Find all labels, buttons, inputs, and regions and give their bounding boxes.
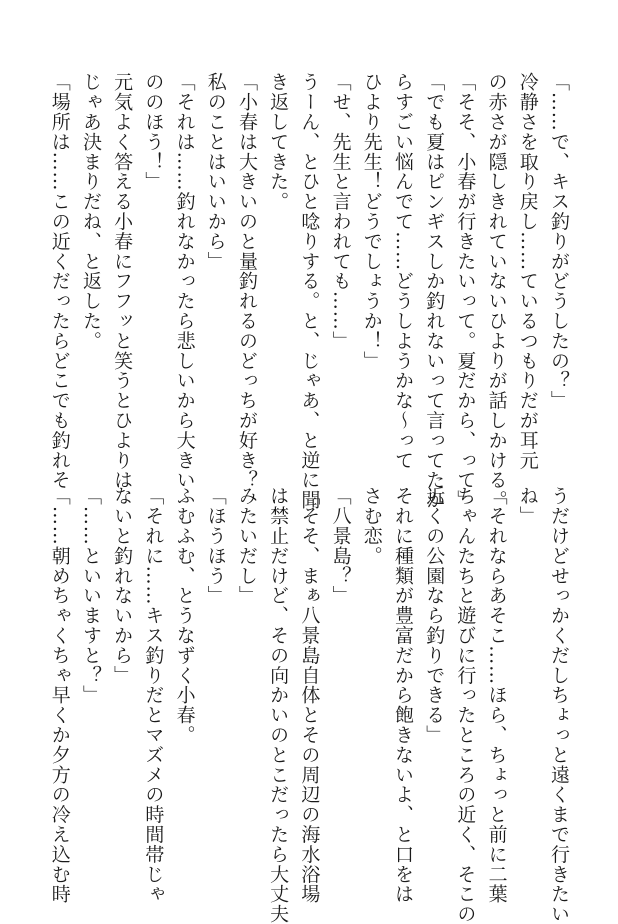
text-line: 「そそ、まぁ八景島自体とその周辺の海水浴場 [298, 486, 321, 904]
text-line: 冷静さを取り戻し……ているつもりだが耳元 [516, 72, 539, 470]
text-line: 「そそ、小春が行きたいって。夏だから、って」 [454, 72, 477, 510]
text-line: 「……朝めちゃくちゃ早くか夕方の冷え込む時 [48, 486, 71, 904]
text-line: 元気よく答える小春にフフッと笑うとひよりは [111, 72, 134, 490]
text-line: ひより先生！どうでしょうか！」 [360, 72, 383, 371]
upper-text-block [44, 72, 574, 510]
text-line: それに種類が豊富だから飽きないよ、と口をは [391, 486, 414, 904]
text-line: 「でも夏はピンギスしか釣れないって言ってたか [423, 72, 446, 510]
text-line: の赤さが隠しきれていないひよりが話しかける。 [485, 72, 508, 510]
text-line: うーん、とひと唸りする。と、じゃあ、と逆に聞 [298, 72, 321, 510]
text-line: ないと釣れないから」 [111, 486, 134, 685]
text-line: ふむふむ、とうなずく小春。 [173, 486, 196, 745]
text-line: 「小春は大きいのと量釣れるのどっちが好き？ [235, 72, 258, 490]
text-line: 「……で、キス釣りがどうしたの？」 [548, 72, 570, 411]
text-line: は禁止だけど、その向かいのとこだったら大丈夫 [267, 486, 290, 924]
text-line: 「……といいますと？」 [79, 486, 102, 705]
text-line: 近くの公園なら釣りできる」 [423, 486, 446, 745]
lower-text-block [44, 486, 574, 924]
text-line: 「場所は……この近くだったらどこでも釣れそ [48, 72, 71, 490]
text-line: 「せ、先生と言われても……」 [329, 72, 352, 351]
text-line: ちゃんたちと遊びに行ったところの近く、そこの [454, 486, 477, 924]
text-line: ね」 [516, 486, 539, 526]
text-line: 「それは……釣れなかったら悲しいから大きい [173, 72, 196, 490]
text-line: みたいだし」 [235, 486, 258, 606]
text-line: ののほう！」 [142, 72, 165, 192]
text-line: さむ恋。 [360, 486, 383, 566]
text-line: 私のことはいいから」 [204, 72, 227, 271]
text-line: 「八景島？」 [329, 486, 352, 606]
text-line: 「それならあそこ……ほら、ちょっと前に二葉 [485, 486, 508, 904]
text-line: じゃあ決まりだね、と返した。 [79, 72, 102, 351]
text-line: 「それに……キス釣りだとマズメの時間帯じゃ [142, 486, 165, 904]
text-line: うだけどせっかくだしちょっと遠くまで行きたい [548, 486, 570, 924]
text-line: 「ほうほう」 [204, 486, 227, 606]
text-line: らすごい悩んでて……どうしようかな～って [391, 72, 414, 470]
text-line: き返してきた。 [267, 72, 290, 212]
